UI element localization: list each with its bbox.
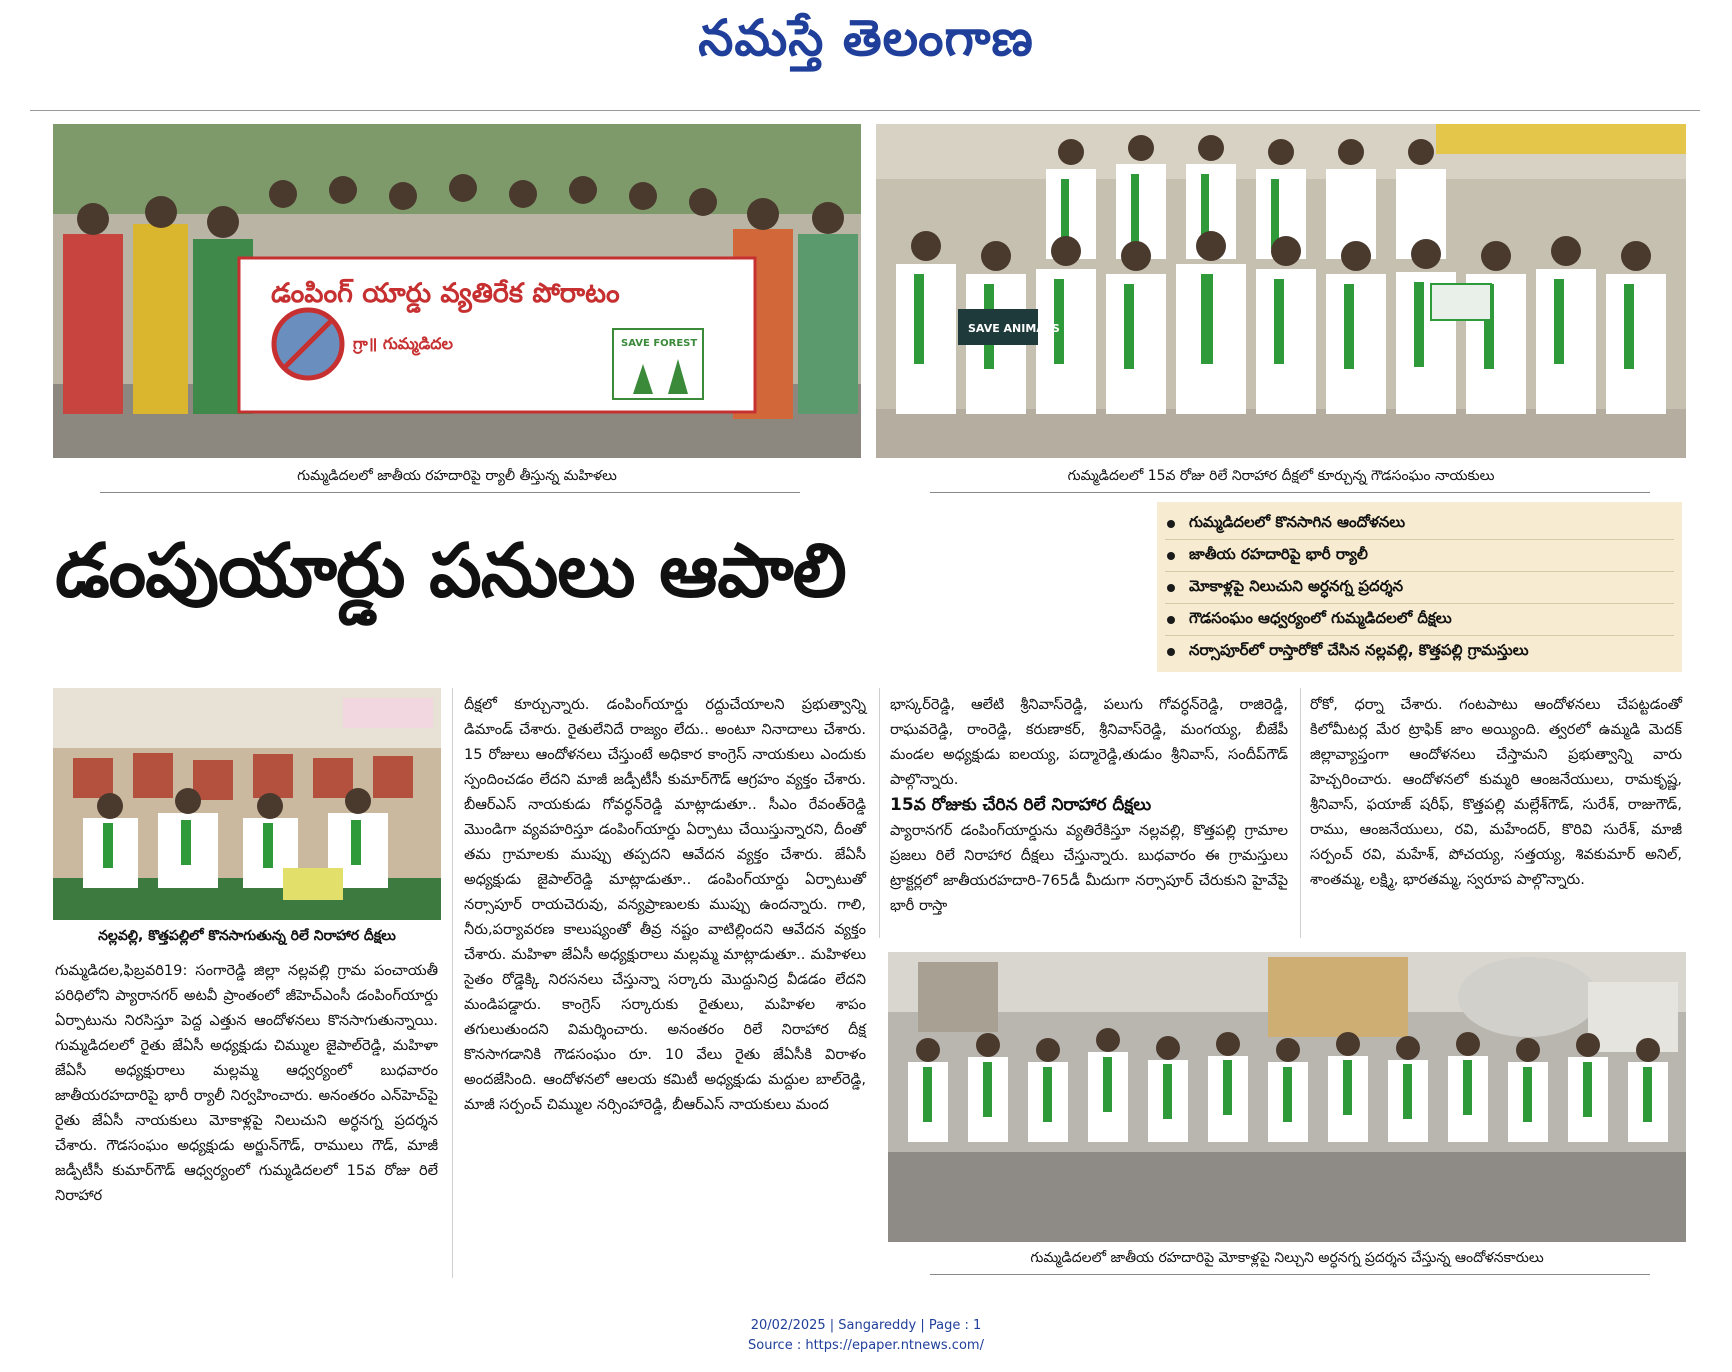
- rally-banner-line2: గ్రా॥ గుమ్మడిదల: [353, 334, 453, 353]
- footer-source: Source : https://epaper.ntnews.com/: [748, 1338, 984, 1353]
- bullet-icon: [1167, 648, 1175, 656]
- leaders-caption: గుమ్మడిదలలో 15వ రోజు రిలే నిరాహార దీక్షలో కూర్చున్న గౌడసంఘం నాయకులు: [1067, 468, 1495, 484]
- headline: డంపుయార్డు పనులు ఆపాలి: [55, 528, 846, 614]
- article-paragraph: గుమ్మడిదల,ఫిబ్రవరి19: సంగారెడ్డి జిల్లా నల్లవల్లి గ్రామ పంచాయతీ పరిధిలోని ప్యారానగర్ అటవీ ప్రాంతంలో జీహెచ్ఎంసీ డంపింగ్‌యార్డు ఏర్పాటును నిరసిస్తూ పెద్ద ఎత్తున ఆందోళనలు కొనసాగుతున్నాయి. గుమ్మడిదలలో రైతు జేఏసీ అధ్యక్షుడు చిమ్ముల జైపాల్‌రెడ్డి, మహిళా జేఏసీ అధ్యక్షురాలు మల్లమ్మ ఆధ్వర్యంలో బుధవారం జాతీయరహదారిపై భారీ ర్యాలీ నిర్వహించారు. అనంతరం ఎన్‌హెచ్‌పై రైతు జేఏసీ నాయకులు మోకాళ్లపై నిలుచుని అర్ధనగ్న ప్రదర్శన చేశారు. గౌడసంఘం అధ్యక్షుడు అర్జున్‌గౌడ్, రాములు గౌడ్, మాజీ జడ్పీటీసీ కుమార్‌గౌడ్ ఆధ్వర్యంలో గుమ్మడిదలలో 15వ రోజు రిలే నిరాహార: [55, 962, 438, 1204]
- article-column-1: [55, 958, 438, 1208]
- highlight-item: [1157, 540, 1682, 571]
- road-caption-rule: [930, 1274, 1650, 1275]
- rally-banner-line1: డంపింగ్ యార్డు వ్యతిరేక పోరాటం: [271, 278, 620, 309]
- bullet-icon: [1167, 584, 1175, 592]
- masthead-title: నమస్తే తెలంగాణ: [698, 8, 1034, 67]
- relay-caption: నల్లవల్లి, కొత్తపల్లిలో కొనసాగుతున్న రిలే నిరాహార దీక్షలు: [98, 928, 396, 944]
- leaders-caption-rule: [930, 492, 1650, 493]
- rally-banner-badge: SAVE FOREST: [621, 338, 698, 349]
- road-caption: గుమ్మడిదలలో జాతీయ రహదారిపై మోకాళ్లపై నిల్చుని అర్ధనగ్న ప్రదర్శన చేస్తున్న ఆందోళనకారులు: [1030, 1250, 1544, 1266]
- article-column-3: [890, 692, 1288, 918]
- article-column-2: [464, 692, 866, 1117]
- highlight-item: [1157, 572, 1682, 603]
- highlight-item: [1157, 636, 1682, 667]
- article-paragraph: భాస్కర్‌రెడ్డి, ఆలేటి శ్రీనివాస్‌రెడ్డి, పలుగు గోవర్ధన్‌రెడ్డి, రాజిరెడ్డి, రాఘవరెడ్డి, రాంరెడ్డి, కరుణాకర్, శ్రీనివాస్‌రెడ్డి, మంగయ్య, బీజేపీ మండల అధ్యక్షుడు ఐలయ్య, పద్మారెడ్డి,తుడుం శ్రీనివాస్, సందీప్‌గౌడ్ పాల్గొన్నారు.: [890, 696, 1288, 788]
- highlight-text: గుమ్మడిదలలో కొనసాగిన ఆందోళనలు: [1189, 512, 1406, 531]
- road-photo: [888, 952, 1686, 1242]
- bullet-icon: [1167, 520, 1175, 528]
- column-divider: [452, 688, 453, 1278]
- highlights-box: [1157, 502, 1682, 672]
- highlight-item: [1157, 508, 1682, 539]
- article-column-4: [1310, 692, 1682, 892]
- article-paragraph: రోకో, ధర్నా చేశారు. గంటపాటు ఆందోళనలు చేపట్టడంతో కిలోమీటర్ల మేర ట్రాఫిక్ జాం అయ్యింది. త్వరలో ఉమ్మడి మెదక్ జిల్లావ్యాప్తంగా ఆందోళనలు చేస్తామని ప్రభుత్వాన్ని వారు హెచ్చరించారు. ఆందోళనలో కుమ్మరి ఆంజనేయులు, రామకృష్ణ, శ్రీనివాస్, ఫయాజ్ షరీఫ్, కొత్తపల్లి మల్లేశ్‌గౌడ్, సురేశ్, రాజుగౌడ్, రాము, ఆంజనేయులు, రవి, మహేందర్, కొరివి సురేశ్, మాజీ సర్పంచ్ రవి, మహేశ్, పోచయ్య, సత్తయ్య, శివకుమార్ అనిల్, శాంతమ్మ, లక్ష్మి, భారతమ్మ, స్వరూప పాల్గొన్నారు.: [1310, 696, 1682, 888]
- highlight-text: గౌడసంఘం ఆధ్వర్యంలో గుమ్మడిదలలో దీక్షలు: [1189, 608, 1452, 627]
- leaders-placard: SAVE ANIMALS: [968, 322, 1060, 335]
- rally-caption: గుమ్మడిదలలో జాతీయ రహదారిపై ర్యాలీ తీస్తున్న మహిళలు: [297, 468, 617, 484]
- footer-dateline: 20/02/2025 | Sangareddy | Page : 1: [750, 1318, 982, 1333]
- rally-caption-rule: [100, 492, 800, 493]
- highlight-text: నర్సాపూర్‌లో రాస్తారోకో చేసిన నల్లవల్లి, కొత్తపల్లి గ్రామస్తులు: [1189, 640, 1529, 659]
- article-paragraph: ప్యారానగర్ డంపింగ్‌యార్డును వ్యతిరేకిస్తూ నల్లవల్లి, కొత్తపల్లి గ్రామాల ప్రజలు రిలే నిరాహార దీక్షలు చేస్తున్నారు. బుధవారం ఈ గ్రామస్తులు ట్రాక్టర్లలో జాతీయరహదారి-765డీ మీదుగా నర్సాపూర్ చేరుకుని హైవేపై భారీ రాస్తా: [890, 822, 1288, 914]
- bullet-icon: [1167, 616, 1175, 624]
- rally-photo: [53, 124, 861, 458]
- highlight-text: జాతీయ రహదారిపై భారీ ర్యాలీ: [1189, 544, 1368, 563]
- relay-photo: [53, 688, 441, 920]
- article-paragraph: దీక్షలో కూర్చున్నారు. డంపింగ్‌యార్డు రద్దుచేయాలని ప్రభుత్వాన్ని డిమాండ్ చేశారు. రైతులేనిదే రాజ్యం లేదు.. అంటూ నినాదాలు చేశారు. 15 రోజులు ఆందోళనలు చేస్తుంటే అధికార కాంగ్రెస్ నాయకులు ఎందుకు స్పందించడం లేదని మాజీ జడ్పీటీసీ కుమార్‌గౌడ్ ఆగ్రహం వ్యక్తం చేశారు. బీఆర్ఎస్ నాయకుడు గోవర్ధన్‌రెడ్డి మాట్లాడుతూ.. సీఎం రేవంత్‌రెడ్డి మొండిగా వ్యవహరిస్తూ డంపింగ్‌యార్డు ఏర్పాటు చేయిస్తున్నారని, దీంతో తమ గ్రామాలకు ముప్పు తప్పదని ఆవేదన వ్యక్తం చేశారు. జేఏసీ అధ్యక్షుడు జైపాల్‌రెడ్డి మాట్లాడుతూ.. డంపింగ్‌యార్డు ఏర్పాటుతో నర్సాపూర్ రాయచెరువు, వన్యప్రాణులకు ముప్పు ఉందన్నారు. గాలి, నీరు,పర్యావరణ కాలుష్యంతో తీవ్ర నష్టం వాటిల్లిందని ఆవేదన వ్యక్తం చేశారు. మహిళా జేఏసీ అధ్యక్షురాలు మల్లమ్మ మాట్లాడుతూ.. మహిళలు సైతం రోడ్డెక్కి నిరసనలు చేస్తున్నా సర్కారు మొద్దునిద్ర వీడడం లేదని మండిపడ్డారు. కాంగ్రెస్ సర్కారుకు రైతులు, మహిళల శాపం తగులుతుందని విమర్శించారు. అనంతరం రిలే నిరాహార దీక్ష కొనసాగడానికి గౌడసంఘం రూ. 10 వేలు రైతు జేఏసీకి విరాళం అందజేసింది. ఆందోళనలో ఆలయ కమిటీ అధ్యక్షుడు మద్దుల బాల్‌రెడ్డి, మాజీ సర్పంచ్ చిమ్ముల నర్సింహారెడ్డి, బీఆర్ఎస్ నాయకులు మంద: [464, 696, 866, 1113]
- masthead-rule: [30, 110, 1700, 111]
- column-divider: [1300, 688, 1301, 938]
- article-subhead: 15వ రోజుకు చేరిన రిలే నిరాహార దీక్షలు: [890, 795, 1152, 815]
- column-divider: [879, 688, 880, 938]
- leaders-photo: [876, 124, 1686, 458]
- highlight-item: [1157, 604, 1682, 635]
- bullet-icon: [1167, 552, 1175, 560]
- highlight-text: మోకాళ్లపై నిలుచుని అర్ధనగ్న ప్రదర్శన: [1189, 576, 1404, 595]
